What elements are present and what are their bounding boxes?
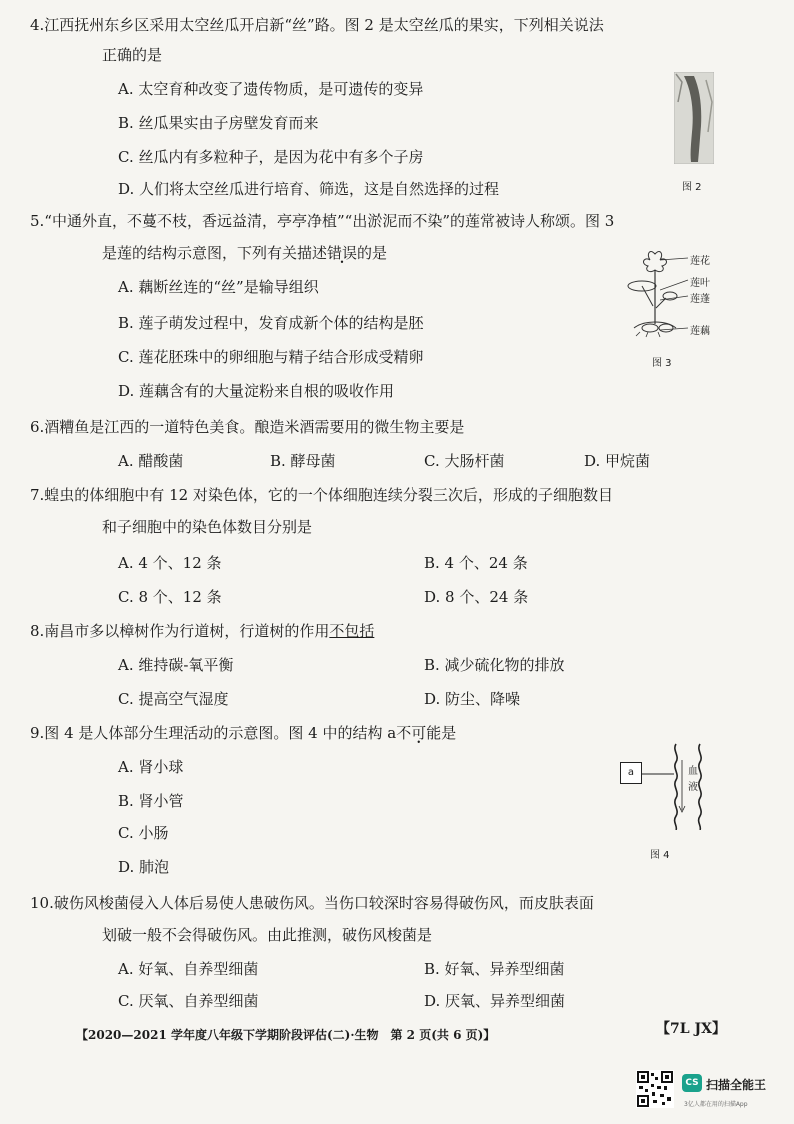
q4-option-a: A. 太空育种改变了遗传物质，是可遗传的变异 bbox=[118, 80, 424, 98]
q6-option-a: A. 醋酸菌 bbox=[118, 452, 184, 470]
q5-stem-line2 bbox=[102, 242, 387, 263]
figure-2-loofah-photo bbox=[674, 72, 714, 164]
scanner-app-tagline: 3亿人都在用的扫描App bbox=[684, 1101, 748, 1108]
q5-emphasis bbox=[327, 244, 357, 262]
q5-option-a: A. 藕断丝连的“丝”是输导组织 bbox=[118, 278, 319, 296]
figure-3-label-rhizome: 莲藕 bbox=[690, 326, 710, 337]
q7-stem-line2: 和子细胞中的染色体数目分别是 bbox=[102, 518, 313, 536]
q4-option-c: C. 丝瓜内有多粒种子，是因为花中有多个子房 bbox=[118, 148, 424, 166]
q7-option-d: D. 8 个、24 条 bbox=[424, 588, 529, 606]
q10-stem-line2: 划破一般不会得破伤风。由此推测，破伤风梭菌是 bbox=[102, 926, 433, 944]
figure-4-box-a-label: a bbox=[627, 767, 635, 778]
figure-3-label-seedpod: 莲蓬 bbox=[690, 294, 710, 305]
figure-4-caption: 图 4 bbox=[650, 850, 670, 861]
q8-option-c: C. 提高空气湿度 bbox=[118, 690, 229, 708]
q5-option-c: C. 莲花胚珠中的卵细胞与精子结合形成受精卵 bbox=[118, 348, 424, 366]
q9-option-b: B. 肾小管 bbox=[118, 792, 184, 810]
q8-option-a: A. 维持碳-氧平衡 bbox=[118, 656, 234, 674]
scanner-app-name: 扫描全能王 bbox=[706, 1078, 767, 1092]
q8-option-b: B. 减少硫化物的排放 bbox=[424, 656, 565, 674]
q5-stem-part2: 的是 bbox=[357, 244, 388, 262]
figure-4-flow-label-2: 液 bbox=[688, 782, 698, 793]
qr-code bbox=[636, 1070, 674, 1108]
q8-option-d: D. 防尘、降噪 bbox=[424, 690, 521, 708]
q9-option-c: C. 小肠 bbox=[118, 824, 169, 842]
q6-stem: 6.酒糟鱼是江西的一道特色美食。酿造米酒需要用的微生物主要是 bbox=[30, 418, 465, 436]
q10-option-b: B. 好氧、异养型细菌 bbox=[424, 960, 565, 978]
q10-option-d: D. 厌氧、异养型细菌 bbox=[424, 992, 566, 1010]
paper-code: 【7L JX】 bbox=[656, 1021, 726, 1037]
figure-4-flow-label-1: 血 bbox=[688, 766, 698, 777]
q9-stem-part2: 是 bbox=[441, 724, 457, 742]
figure-3-label-leaf: 莲叶 bbox=[690, 278, 710, 289]
q6-option-d: D. 甲烷菌 bbox=[584, 452, 651, 470]
q8-emphasis: 不包括 bbox=[329, 622, 375, 640]
q5-emphasis-text: 错误 bbox=[327, 244, 358, 262]
q5-option-d: D. 莲藕含有的大量淀粉来自根的吸收作用 bbox=[118, 382, 395, 400]
q5-stem-line1: 5.“中通外直，不蔓不枝，香远益清，亭亭净植”“出淤泥而不染”的莲常被诗人称颂。图 3 bbox=[30, 212, 615, 230]
q8-stem-part1: 8.南昌市多以樟树作为行道树，行道树的作用 bbox=[30, 622, 330, 640]
q7-option-a: A. 4 个、12 条 bbox=[118, 554, 222, 572]
figure-2-caption: 图 2 bbox=[682, 182, 702, 193]
q9-stem-part1: 9.图 4 是人体部分生理活动的示意图。图 4 中的结构 a bbox=[30, 724, 397, 742]
q4-option-d: D. 人们将太空丝瓜进行培育、筛选，这是自然选择的过程 bbox=[118, 180, 500, 198]
q10-option-c: C. 厌氧、自养型细菌 bbox=[118, 992, 259, 1010]
q7-stem-line1: 7.蝗虫的体细胞中有 12 对染色体，它的一个体细胞连续分裂三次后，形成的子细胞数目 bbox=[30, 486, 613, 504]
figure-3-caption: 图 3 bbox=[652, 358, 672, 369]
q9-option-a: A. 肾小球 bbox=[118, 758, 184, 776]
q5-option-b: B. 莲子萌发过程中，发育成新个体的结构是胚 bbox=[118, 314, 424, 332]
scanner-app-icon: CS bbox=[682, 1074, 702, 1092]
figure-3-label-lines bbox=[660, 250, 690, 334]
q10-option-a: A. 好氧、自养型细菌 bbox=[118, 960, 259, 978]
q4-stem-line1: 4.江西抚州东乡区采用太空丝瓜开启新“丝”路。图 2 是太空丝瓜的果实，下列相关说法 bbox=[30, 16, 604, 34]
q4-stem-line2: 正确的是 bbox=[102, 46, 163, 64]
page-footer: 【2020—2021 学年度八年级下学期阶段评估(二)·生物 第 2 页(共 6 页)】 bbox=[76, 1028, 496, 1042]
figure-3-label-flower: 莲花 bbox=[690, 256, 710, 267]
q6-option-c: C. 大肠杆菌 bbox=[424, 452, 505, 470]
q7-option-b: B. 4 个、24 条 bbox=[424, 554, 528, 572]
q5-stem-part1: 是莲的结构示意图，下列有关描述 bbox=[102, 244, 328, 262]
q7-option-c: C. 8 个、12 条 bbox=[118, 588, 222, 606]
q6-option-b: B. 酵母菌 bbox=[270, 452, 336, 470]
figure-4-vessel-diagram bbox=[642, 740, 712, 830]
q8-stem bbox=[30, 620, 374, 641]
q9-stem bbox=[30, 722, 456, 743]
q9-option-d: D. 肺泡 bbox=[118, 858, 170, 876]
q9-emphasis: 不可能 bbox=[396, 724, 442, 742]
q10-stem-line1: 10.破伤风梭菌侵入人体后易使人患破伤风。当伤口较深时容易得破伤风，而皮肤表面 bbox=[30, 894, 594, 912]
figure-4-box-a bbox=[620, 762, 642, 784]
q4-option-b: B. 丝瓜果实由子房壁发育而来 bbox=[118, 114, 319, 132]
